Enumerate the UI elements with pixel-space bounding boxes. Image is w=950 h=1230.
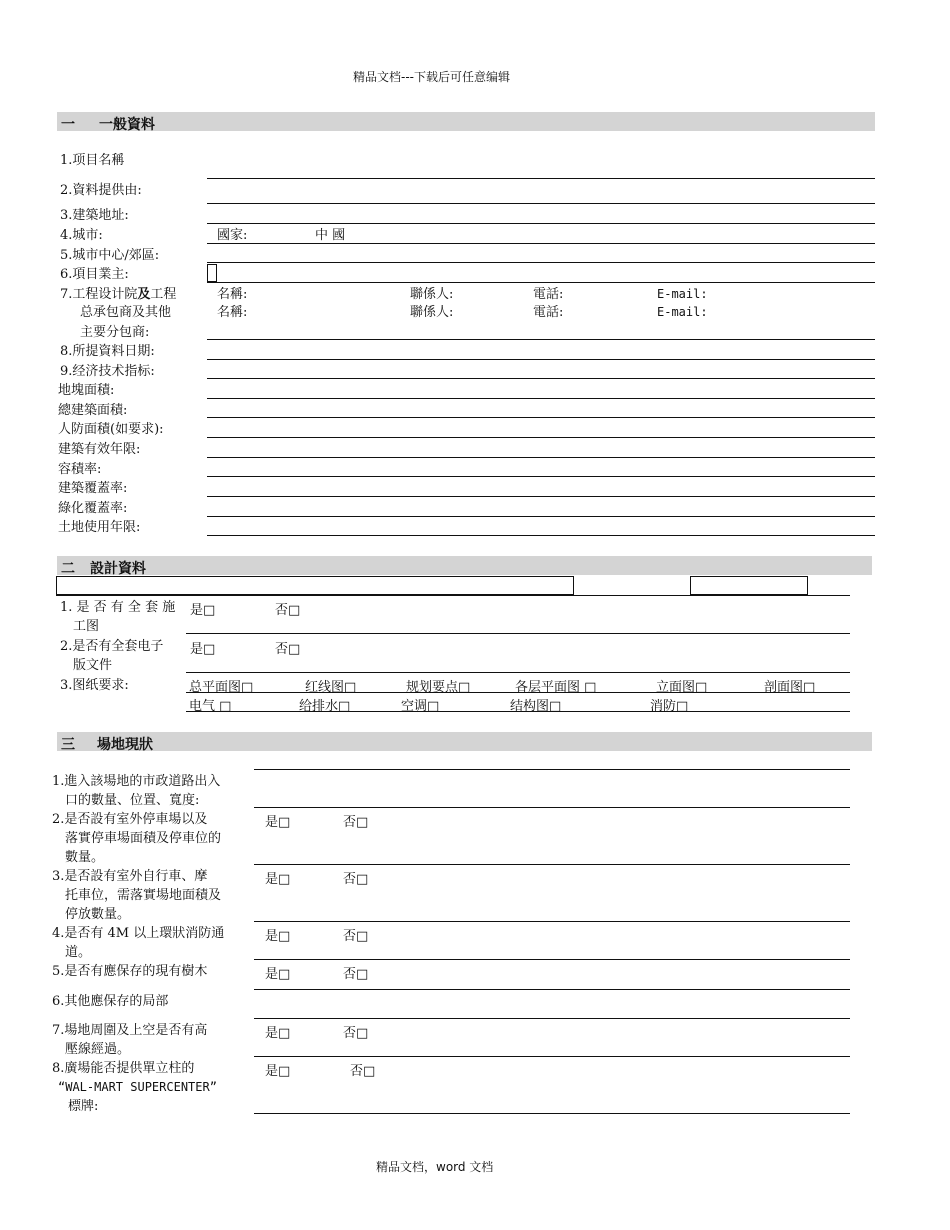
checkbox-floor-plans[interactable]: 各层平面图 □	[515, 680, 597, 695]
row-divider	[254, 769, 850, 770]
row-divider	[254, 989, 850, 990]
field-line[interactable]	[207, 476, 875, 477]
no-checkbox[interactable]: 否□	[343, 967, 369, 982]
question-parking: 2.是否設有室外停車場以及	[52, 812, 208, 827]
label-project-name: 1.项目名稱	[60, 153, 125, 168]
field-line[interactable]	[207, 223, 875, 224]
country-value: 中 國	[315, 228, 346, 243]
field-line[interactable]	[207, 359, 875, 360]
row-divider	[254, 921, 850, 922]
checkbox-fire[interactable]: 消防□	[650, 699, 689, 714]
label-green-coverage: 綠化覆蓋率:	[58, 501, 128, 516]
label-gross-floor-area: 總建築面積:	[58, 403, 128, 418]
label-building-coverage: 建築覆蓋率:	[58, 481, 128, 496]
field-line[interactable]	[207, 339, 875, 340]
checkbox-hvac[interactable]: 空调□	[401, 699, 440, 714]
label-land-use-term: 土地使用年限:	[58, 520, 141, 535]
section-number: 三	[61, 737, 75, 753]
label-city-center-suburb: 5.城市中心/郊區:	[60, 248, 160, 263]
question-access-roads: 1.進入該場地的市政道路出入	[52, 774, 221, 789]
row-divider	[186, 672, 850, 673]
label-city: 4.城市:	[60, 228, 103, 243]
checkbox-elevation[interactable]: 立面图□	[656, 680, 708, 695]
email-label: E-mail:	[657, 287, 708, 301]
question-drawing-requirements: 3.图纸要求:	[60, 678, 129, 693]
checkbox-section[interactable]: 剖面图□	[764, 680, 816, 695]
checkbox-site-plan[interactable]: 总平面图□	[189, 680, 254, 695]
label-data-date: 8.所提資料日期:	[60, 344, 155, 359]
field-line[interactable]	[207, 417, 875, 418]
email-label: E-mail:	[657, 305, 708, 319]
question-full-construction-drawings: 1. 是 否 有 全 套 施	[60, 600, 176, 615]
question-electronic-files-cont: 版文件	[73, 658, 113, 673]
question-other-preserved: 6.其他應保存的局部	[52, 994, 169, 1009]
label-data-provider: 2.資料提供由:	[60, 183, 142, 198]
name-label: 名稱:	[217, 305, 248, 320]
question-pylon-sign: 8.廣場能否提供單立柱的	[52, 1061, 195, 1076]
label-economic-indicators: 9.经济技术指标:	[60, 364, 155, 379]
field-line[interactable]	[207, 535, 875, 536]
yes-checkbox[interactable]: 是□	[190, 642, 216, 657]
question-pylon-sign-cont: “WAL-MART SUPERCENTER”	[58, 1080, 217, 1094]
label-civil-defense-area: 人防面積(如要求):	[58, 422, 164, 437]
label-land-area: 地塊面積:	[58, 383, 115, 398]
yes-checkbox[interactable]: 是□	[265, 815, 291, 830]
row-divider	[254, 1056, 850, 1057]
section-header-design	[57, 556, 872, 575]
label-design-institute: 7.工程设计院及工程	[60, 287, 177, 302]
phone-label: 電話:	[533, 287, 564, 302]
label-plot-ratio: 容積率:	[58, 462, 102, 477]
name-label: 名稱:	[217, 287, 248, 302]
no-checkbox[interactable]: 否□	[343, 872, 369, 887]
label-contractor: 总承包商及其他	[80, 305, 172, 320]
row-divider	[254, 959, 850, 960]
field-line[interactable]	[207, 178, 875, 179]
field-line[interactable]	[207, 437, 875, 438]
yes-checkbox[interactable]: 是□	[265, 967, 291, 982]
question-bike-parking: 3.是否設有室外自行車、摩	[52, 869, 208, 884]
field-line[interactable]	[207, 243, 875, 244]
question-access-roads-cont: 口的數量、位置、寬度:	[65, 793, 200, 808]
design-input-box-small[interactable]	[690, 576, 808, 595]
checkbox-planning-points[interactable]: 规划要点□	[406, 680, 471, 695]
question-bike-parking-cont2: 停放數量。	[65, 907, 131, 922]
row-divider	[186, 692, 850, 693]
field-line[interactable]	[207, 398, 875, 399]
checkbox-electrical[interactable]: 电气 □	[189, 699, 232, 714]
no-checkbox[interactable]: 否□	[343, 929, 369, 944]
section-header-site	[57, 732, 872, 751]
no-checkbox[interactable]: 否□	[275, 642, 301, 657]
no-checkbox[interactable]: 否□	[343, 1026, 369, 1041]
question-power-lines: 7.場地周圍及上空是否有高	[52, 1023, 208, 1038]
field-line[interactable]	[207, 282, 875, 283]
row-divider	[56, 595, 850, 596]
question-full-construction-drawings-cont: 工图	[73, 619, 100, 634]
owner-input-box[interactable]	[207, 264, 217, 282]
field-line[interactable]	[207, 203, 875, 204]
field-line[interactable]	[207, 516, 875, 517]
section-title: 一般資料	[99, 117, 155, 133]
contact-label: 聯係人:	[410, 305, 454, 320]
section-title: 設計資料	[90, 561, 146, 577]
no-checkbox[interactable]: 否□	[350, 1064, 376, 1079]
checkbox-plumbing[interactable]: 给排水□	[299, 699, 351, 714]
question-parking-cont: 落實停車場面積及停車位的	[65, 831, 222, 846]
page-footer-text: 精品文档，word 文档	[376, 1160, 494, 1174]
question-bike-parking-cont: 托車位，需落實場地面積及	[65, 888, 222, 903]
row-divider	[254, 807, 850, 808]
no-checkbox[interactable]: 否□	[343, 815, 369, 830]
question-fire-lane-cont: 道。	[65, 945, 92, 960]
no-checkbox[interactable]: 否□	[275, 603, 301, 618]
row-divider	[254, 864, 850, 865]
field-line[interactable]	[207, 262, 875, 263]
row-divider	[186, 711, 850, 712]
yes-checkbox[interactable]: 是□	[265, 872, 291, 887]
field-line[interactable]	[207, 496, 875, 497]
question-pylon-sign-cont2: 標牌:	[68, 1099, 99, 1114]
phone-label: 電話:	[533, 305, 564, 320]
label-subcontractor: 主要分包商:	[80, 325, 150, 340]
label-building-lifespan: 建築有效年限:	[58, 442, 141, 457]
question-power-lines-cont: 壓線經過。	[65, 1042, 131, 1057]
yes-checkbox[interactable]: 是□	[265, 1064, 291, 1079]
question-parking-cont2: 數量。	[65, 850, 105, 865]
checkbox-structural[interactable]: 结构图□	[510, 699, 562, 714]
section-number: 一	[61, 117, 75, 133]
design-input-box[interactable]	[56, 576, 574, 595]
country-label: 國家:	[217, 228, 248, 243]
page-header-text: 精品文档---下载后可任意编辑	[353, 70, 510, 84]
row-divider	[254, 1113, 850, 1114]
contact-label: 聯係人:	[410, 287, 454, 302]
question-fire-lane: 4.是否有 4M 以上環狀消防通	[52, 926, 225, 941]
yes-checkbox[interactable]: 是□	[265, 1026, 291, 1041]
label-project-owner: 6.項目業主:	[60, 267, 129, 282]
checkbox-red-line[interactable]: 红线图□	[305, 680, 357, 695]
yes-checkbox[interactable]: 是□	[265, 929, 291, 944]
section-header-general	[57, 112, 875, 131]
yes-checkbox[interactable]: 是□	[190, 603, 216, 618]
section-number: 二	[61, 561, 75, 577]
label-building-address: 3.建築地址:	[60, 208, 129, 223]
field-line[interactable]	[207, 378, 875, 379]
section-title: 場地現狀	[97, 737, 153, 753]
row-divider	[254, 1018, 850, 1019]
field-line[interactable]	[207, 457, 875, 458]
row-divider	[186, 633, 850, 634]
question-electronic-files: 2.是否有全套电子	[60, 639, 164, 654]
question-trees: 5.是否有應保存的現有樹木	[52, 964, 208, 979]
